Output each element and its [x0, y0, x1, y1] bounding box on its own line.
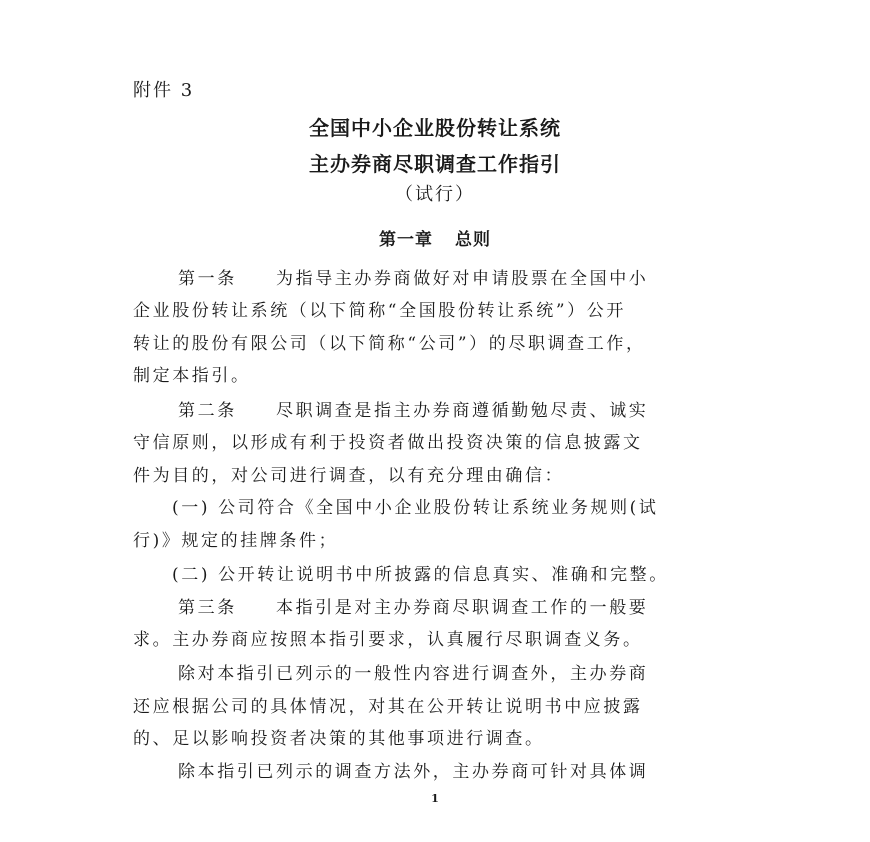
body-line: (一) 公司符合《全国中小企业股份转让系统业务规则(试 [172, 498, 659, 518]
body-line: (二) 公开转让说明书中所披露的信息真实、准确和完整。 [172, 565, 669, 585]
body-line: 除本指引已列示的调查方法外，主办券商可针对具体调 [178, 762, 649, 782]
body-line: 第二条 尽职调查是指主办券商遵循勤勉尽责、诚实 [178, 401, 649, 421]
attachment-label: 附件 3 [133, 80, 195, 101]
body-line: 转让的股份有限公司（以下简称“公司”）的尽职调查工作， [133, 334, 646, 354]
body-line: 企业股份转让系统（以下简称“全国股份转让系统”）公开 [133, 301, 626, 321]
body-line: 第三条 本指引是对主办券商尽职调查工作的一般要 [178, 598, 649, 618]
body-line: 行)》规定的挂牌条件； [133, 531, 339, 551]
body-line: 第一条 为指导主办券商做好对申请股票在全国中小 [178, 269, 649, 289]
document-title-line-1: 全国中小企业股份转让系统 [309, 116, 561, 140]
document-title-line-2: 主办券商尽职调查工作指引 [309, 152, 561, 176]
body-line: 求。主办券商应按照本指引要求，认真履行尽职调查义务。 [133, 630, 643, 650]
page-number: 1 [431, 792, 439, 805]
chapter-name: 总则 [455, 230, 491, 250]
body-line: 还应根据公司的具体情况，对其在公开转让说明书中应披露 [133, 697, 643, 717]
body-line: 制定本指引。 [133, 366, 251, 386]
chapter-heading [0, 225, 870, 250]
document-subtitle: （试行） [395, 184, 475, 205]
body-line: 的、足以影响投资者决策的其他事项进行调查。 [133, 729, 545, 749]
body-line: 除对本指引已列示的一般性内容进行调查外，主办券商 [178, 664, 649, 684]
chapter-number: 第一章 [379, 230, 433, 250]
body-line: 件为目的，对公司进行调查，以有充分理由确信： [133, 466, 565, 486]
body-line: 守信原则，以形成有利于投资者做出投资决策的信息披露文 [133, 433, 643, 453]
